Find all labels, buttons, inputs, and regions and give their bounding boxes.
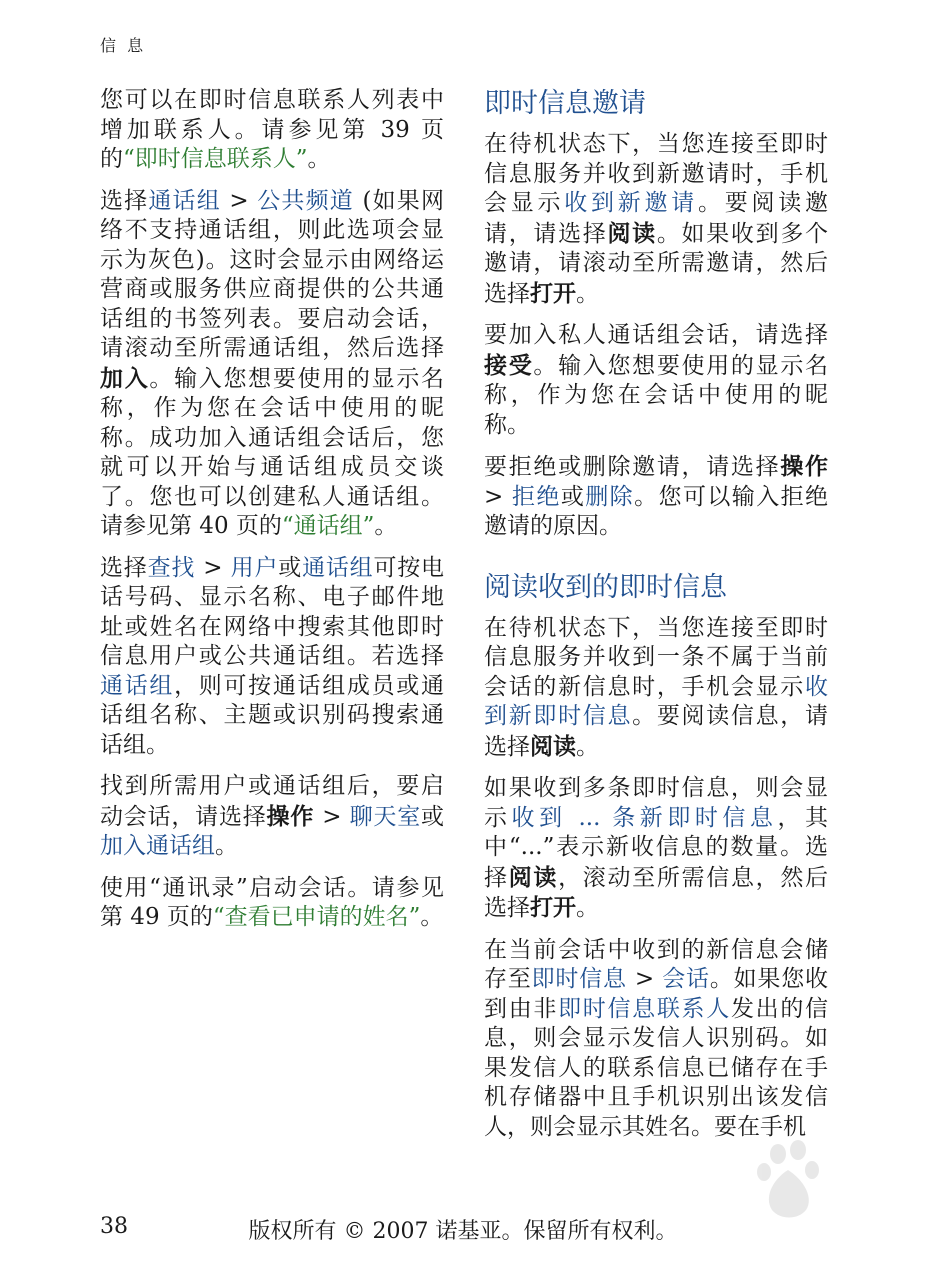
copyright-notice: 版权所有 © 2007 诺基亚。保留所有权利。 [248, 1219, 678, 1244]
paragraph-search [100, 554, 444, 761]
page-number: 38 [100, 1214, 128, 1239]
running-header: 信 息 [100, 36, 147, 55]
menu-term-join-group: 加入通话组 [100, 833, 215, 859]
section-heading-invitations: 即时信息邀请 [484, 88, 646, 119]
text: 。输入您想要使用的显示名称，作为您在会话中使用的昵称。成功加入通话组会话后，您就可以开始与通话组成员交谈了。您也可以创建私人通话组。请参见第 40 页的 [100, 365, 445, 539]
softkey-term-options: 操作 [780, 453, 829, 480]
paragraph-multiple-messages [484, 774, 828, 924]
paragraph-add-contacts [100, 86, 444, 175]
menu-term-user: 用户 [230, 554, 279, 581]
text: 。如果收到多个邀请，请滚动至所需邀请，然后选择 [484, 220, 829, 307]
softkey-term-read: 阅读 [530, 732, 576, 760]
cross-reference-link[interactable]: “通话组” [281, 513, 375, 539]
menu-term-instant-messages: 即时信息 [531, 966, 627, 992]
paragraph-new-message [484, 614, 828, 763]
text: 或 [278, 554, 303, 581]
text: 。 [307, 146, 331, 172]
text: (如果网络不支持通话组，则此选项会显示为灰色)。这时会显示由网络运营商或服务供应商提供的公共通话组的书签列表。要启动会话，请滚动至所需通话组，然后选择 [100, 187, 444, 361]
right-column [484, 86, 828, 1154]
text: 您可以在即时信息联系人列表中增加联系人。请参见第 39 页的 [100, 87, 444, 172]
display-term-new-message: 收到新即时信息 [484, 673, 828, 729]
softkey-term-read: 阅读 [508, 863, 559, 891]
paragraph-accept [484, 321, 828, 440]
text: ，其中“...”表示新收信息的数量。选择 [484, 804, 829, 891]
display-term-n-new-messages: 收到 ... 条新即时信息 [511, 804, 778, 831]
text: 。 [576, 280, 599, 307]
text: 可按电话号码、显示名称、电子邮件地址或姓名在网络中搜索其他即时信息用户或公共通话组。若选择 [100, 554, 445, 669]
section-heading-read-messages: 阅读收到的即时信息 [484, 571, 727, 603]
text: 。 [576, 895, 599, 921]
separator: > [195, 554, 231, 581]
baidu-jingyan-watermark [660, 1140, 890, 1240]
softkey-term-accept: 接受 [484, 351, 534, 379]
text: 。您可以输入拒绝邀请的原因。 [484, 483, 829, 539]
softkey-term-read: 阅读 [607, 219, 657, 247]
separator: > [314, 803, 350, 830]
paragraph-new-invitation [484, 130, 828, 309]
text: 。如果您收到由非 [484, 966, 829, 1022]
menu-term-reject: 拒绝 [512, 483, 561, 510]
menu-term-im-contacts: 即时信息联系人 [558, 995, 731, 1022]
text: 。要阅读信息，请选择 [484, 703, 829, 760]
separator: > [626, 966, 663, 992]
menu-term-group: 通话组 [148, 187, 221, 214]
text: 在当前会话中收到的新信息会储存至 [484, 936, 828, 992]
paragraph-contacts [100, 874, 444, 933]
cross-reference-link[interactable]: “查看已申请的姓名” [212, 904, 421, 930]
text: 如果收到多条即时信息，则会显示 [484, 775, 828, 831]
menu-term-public-channel: 公共频道 [257, 187, 354, 214]
text: ，则可按通话组成员或通话组名称、主题或识别码搜索通话组。 [100, 672, 445, 758]
menu-term-conversations: 会话 [662, 966, 710, 992]
text: 选择 [100, 554, 148, 581]
text: 或 [421, 803, 445, 830]
separator: > [220, 187, 258, 214]
separator: > [484, 483, 512, 510]
left-column [100, 86, 444, 945]
menu-term-search: 查找 [147, 554, 196, 581]
paragraph-start-session [100, 772, 444, 862]
menu-term-chat-room: 聊天室 [349, 803, 422, 830]
softkey-term-open: 打开 [530, 894, 576, 921]
text: 。 [374, 513, 398, 539]
display-term-new-invitation: 收到新邀请 [564, 190, 698, 216]
text: 。 [215, 833, 238, 859]
text: 在待机状态下，当您连接至即时信息服务并收到新邀请时，手机会显示 [484, 131, 828, 216]
text: 要加入私人通话组会话，请选择 [484, 322, 828, 348]
paragraph-reject [484, 452, 828, 542]
text: 或 [560, 483, 586, 510]
text: 找到所需用户或通话组后，要启动会话，请选择 [100, 773, 444, 830]
paragraph-saved-messages [484, 936, 828, 1143]
text: 选择 [100, 187, 149, 214]
text: 在待机状态下，当您连接至即时信息服务并收到一条不属于当前会话的新信息时，手机会显示 [484, 614, 828, 700]
menu-term-group: 通话组 [302, 554, 374, 581]
text: 使用“通讯录”启动会话。请参见第 49 页的 [100, 874, 444, 930]
softkey-term-options: 操作 [266, 802, 315, 830]
softkey-term-join: 加入 [100, 364, 150, 392]
text: 。要阅读邀请，请选择 [484, 190, 828, 247]
text: 发出的信息，则会显示发信人识别码。如果发信人的联系信息已储存在手机存储器中且手机识别出该发信人，则会显示其姓名。要在手机 [484, 995, 829, 1140]
text: 。输入您想要使用的显示名称，作为您在会话中使用的昵称。 [484, 352, 829, 438]
text: 。 [576, 733, 599, 760]
text: 。 [420, 904, 444, 930]
text: ，滚动至所需信息，然后选择 [484, 864, 829, 921]
menu-term-delete: 删除 [585, 483, 635, 510]
paragraph-public-channel [100, 187, 444, 542]
cross-reference-link[interactable]: “即时信息联系人” [123, 146, 308, 172]
softkey-term-open: 打开 [530, 279, 576, 307]
menu-term-group: 通话组 [100, 672, 175, 699]
text: 要拒绝或删除邀请，请选择 [484, 454, 781, 480]
